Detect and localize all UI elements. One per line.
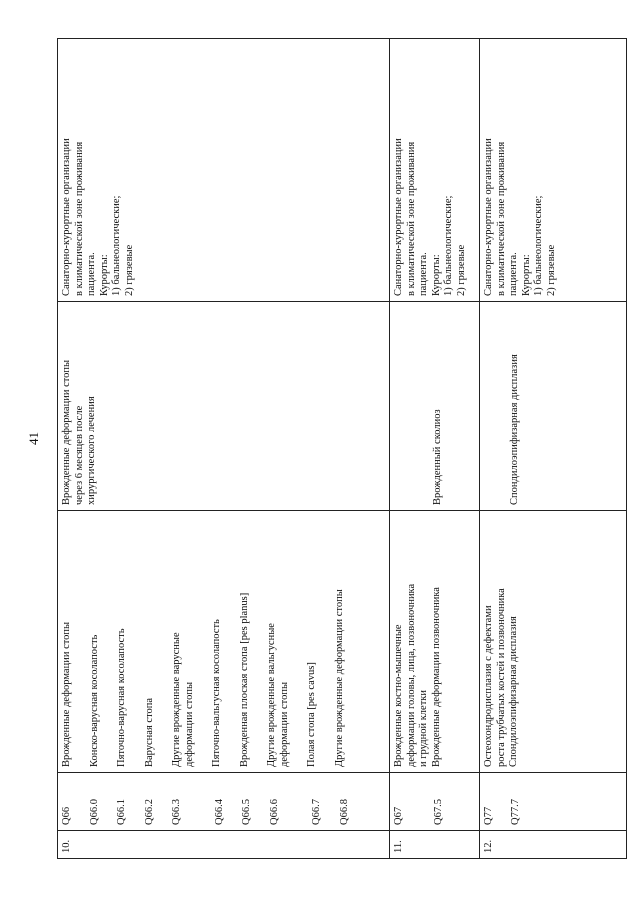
diagnosis-cell xyxy=(390,511,480,773)
diagnosis: деформации стопы xyxy=(183,681,195,767)
resort-text: 2) грязевые xyxy=(123,244,135,296)
code: Q66.2 xyxy=(143,799,155,825)
diagnosis: Остеохондродисплазия с дефектами xyxy=(483,605,494,767)
condition-text: Спондилоэпифизарная дисплазия xyxy=(509,354,520,505)
diagnosis: Врожденные деформации стопы xyxy=(61,621,72,767)
diagnosis: Другие врожденные вальгусные xyxy=(266,623,277,767)
condition-text: Врожденные деформации стопы xyxy=(61,359,72,505)
condition-cell xyxy=(390,302,480,511)
diagnosis: Другие врожденные деформации стопы xyxy=(333,589,345,767)
condition-cell xyxy=(480,302,627,511)
resort-text: в климатической зоне проживания xyxy=(495,141,507,296)
code: Q66.0 xyxy=(88,799,100,825)
code: Q66.7 xyxy=(311,799,322,825)
diagnosis: деформации стопы xyxy=(278,681,290,767)
diagnosis-cell xyxy=(58,511,390,773)
condition-text: Врожденный сколиоз xyxy=(432,409,443,505)
resort-text: в климатической зоне проживания xyxy=(73,141,85,296)
page-number: 41 xyxy=(26,432,41,445)
resort-cell xyxy=(480,39,627,302)
table-row xyxy=(480,39,627,859)
resort-text: 1) бальнеологические; xyxy=(443,195,454,296)
code: Q77.7 xyxy=(509,799,521,825)
code: Q66.8 xyxy=(338,799,350,825)
diagnosis: Другие врожденные варусные xyxy=(171,632,182,767)
code: Q66.3 xyxy=(171,799,182,825)
diagnosis: Конско-варусная косолапость xyxy=(88,634,100,767)
diagnosis: Варусная стопа xyxy=(143,697,155,767)
row-number: 11. xyxy=(390,831,480,859)
diagnosis: Пяточно-вальгусная косолапость xyxy=(211,619,222,767)
diagnosis: и грудной клетки xyxy=(418,689,429,767)
resort-text: Курорты: xyxy=(430,254,442,296)
row-number: 12. xyxy=(480,831,627,859)
condition-text: хирургического лечения xyxy=(86,396,97,505)
resort-text: в климатической зоне проживания xyxy=(405,141,417,296)
resort-text: Курорты: xyxy=(520,254,532,296)
resort-text: 1) бальнеологические; xyxy=(533,195,544,296)
resort-text: пациента. xyxy=(508,252,519,296)
code-cell xyxy=(480,773,627,831)
condition-cell xyxy=(58,302,390,511)
diagnosis: Спондилоэпифизарная дисплазия xyxy=(508,616,519,767)
diagnosis: Пяточно-варусная косолапость xyxy=(116,628,127,767)
resort-text: 2) грязевые xyxy=(545,244,557,296)
diagnosis: Врожденные костно-мышечные xyxy=(393,624,404,767)
resort-text: 1) бальнеологические; xyxy=(111,195,122,296)
diagnosis: Врожденная плоская стопа [pes planus] xyxy=(238,592,250,767)
code: Q77 xyxy=(483,806,494,825)
resort-text: пациента. xyxy=(86,252,97,296)
resort-text: Санаторно-курортные организации xyxy=(393,138,404,296)
resort-table xyxy=(57,38,627,859)
code: Q67 xyxy=(393,806,404,825)
resort-cell xyxy=(58,39,390,302)
resort-text: Санаторно-курортные организации xyxy=(61,138,72,296)
resort-text: пациента. xyxy=(418,252,429,296)
code: Q66 xyxy=(61,806,72,825)
resort-text: Курорты: xyxy=(98,254,110,296)
diagnosis: роста трубчатых костей и позвоночника xyxy=(495,588,507,767)
code: Q66.4 xyxy=(213,799,225,825)
diagnosis: Полая стопа [pes cavus] xyxy=(306,662,317,767)
code-cell xyxy=(58,773,390,831)
resort-text: 2) грязевые xyxy=(455,244,467,296)
table-rotated-container xyxy=(57,39,627,859)
resort-text: Санаторно-курортные организации xyxy=(483,138,494,296)
code: Q66.6 xyxy=(268,799,280,825)
row-number: 10. xyxy=(58,831,390,859)
code-cell xyxy=(390,773,480,831)
table-row xyxy=(58,39,390,859)
code: Q67.5 xyxy=(432,799,444,825)
diagnosis: деформации головы, лица, позвоночника xyxy=(405,583,417,767)
code: Q66.1 xyxy=(116,799,127,825)
code: Q66.5 xyxy=(241,799,252,825)
table-row xyxy=(390,39,480,859)
diagnosis-cell xyxy=(480,511,627,773)
condition-text: через 6 месяцев после xyxy=(73,405,85,505)
resort-cell xyxy=(390,39,480,302)
diagnosis: Врожденные деформации позвоночника xyxy=(430,587,442,767)
